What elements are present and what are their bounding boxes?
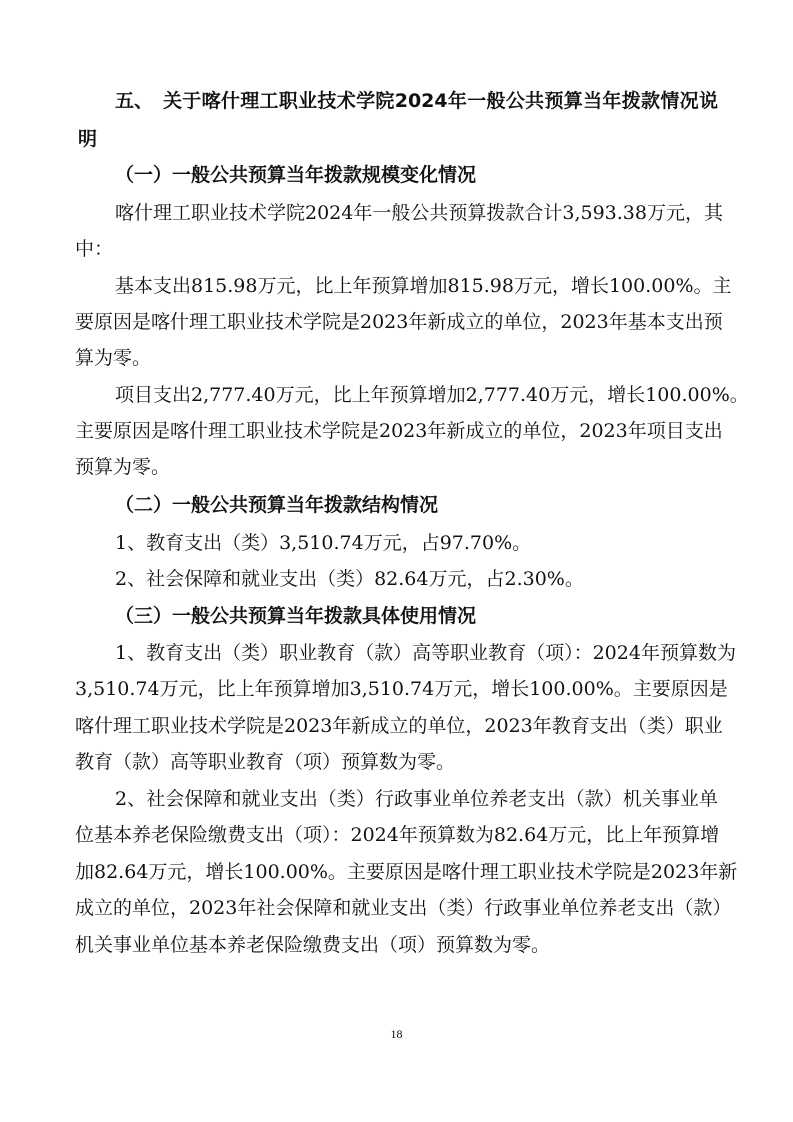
section3-p1-line3: 喀什理工职业技术学院是2023年新成立的单位，2023年教育支出（类）职业	[75, 715, 723, 737]
section1-p3-line1: 项目支出2,777.40万元，比上年预算增加2,777.40万元，增长100.00%。	[115, 384, 749, 406]
section2-item2: 2、社会保障和就业支出（类）82.64万元，占2.30%。	[115, 568, 584, 590]
section3-p1-line4: 教育（款）高等职业教育（项）预算数为零。	[75, 751, 456, 773]
section2-heading: （二）一般公共预算当年拨款结构情况	[115, 494, 439, 516]
section1-p1-line2: 中：	[75, 238, 114, 260]
heading-title-line1: 关于喀什理工职业技术学院2024年一般公共预算当年拨款情况说	[163, 90, 718, 112]
page-number: 18	[390, 1027, 403, 1041]
section3-p1-line2: 3,510.74万元，比上年预算增加3,510.74万元，增长100.00%。主要原因是	[75, 678, 728, 700]
section1-p2-line2: 要原因是喀什理工职业技术学院是2023年新成立的单位，2023年基本支出预	[75, 311, 723, 333]
section1-heading: （一）一般公共预算当年拨款规模变化情况	[115, 164, 477, 186]
section3-p2-line4: 成立的单位，2023年社会保障和就业支出（类）行政事业单位养老支出（款）	[75, 897, 732, 919]
heading-title-line2: 明	[78, 128, 98, 150]
section3-p1-line1: 1、教育支出（类）职业教育（款）高等职业教育（项）：2024年预算数为	[115, 642, 736, 664]
section3-p2-line5: 机关事业单位基本养老保险缴费支出（项）预算数为零。	[75, 934, 551, 956]
section3-heading: （三）一般公共预算当年拨款具体使用情况	[115, 605, 477, 627]
section1-p1-line1: 喀什理工职业技术学院2024年一般公共预算拨款合计3,593.38万元，其	[115, 202, 723, 224]
section3-p2-line2: 位基本养老保险缴费支出（项）：2024年预算数为82.64万元，比上年预算增	[75, 824, 720, 846]
heading-number: 五、	[115, 90, 154, 112]
section3-p2-line1: 2、社会保障和就业支出（类）行政事业单位养老支出（款）机关事业单	[115, 788, 718, 810]
section1-p2-line3: 算为零。	[75, 347, 152, 369]
section2-item1: 1、教育支出（类）3,510.74万元，占97.70%。	[115, 532, 532, 554]
section1-p3-line3: 预算为零。	[75, 456, 171, 478]
section1-p3-line2: 主要原因是喀什理工职业技术学院是2023年新成立的单位，2023年项目支出	[75, 420, 723, 442]
section3-p2-line3: 加82.64万元，增长100.00%。主要原因是喀什理工职业技术学院是2023年新	[75, 861, 738, 883]
section1-p2-line1: 基本支出815.98万元，比上年预算增加815.98万元，增长100.00%。主	[115, 275, 732, 297]
